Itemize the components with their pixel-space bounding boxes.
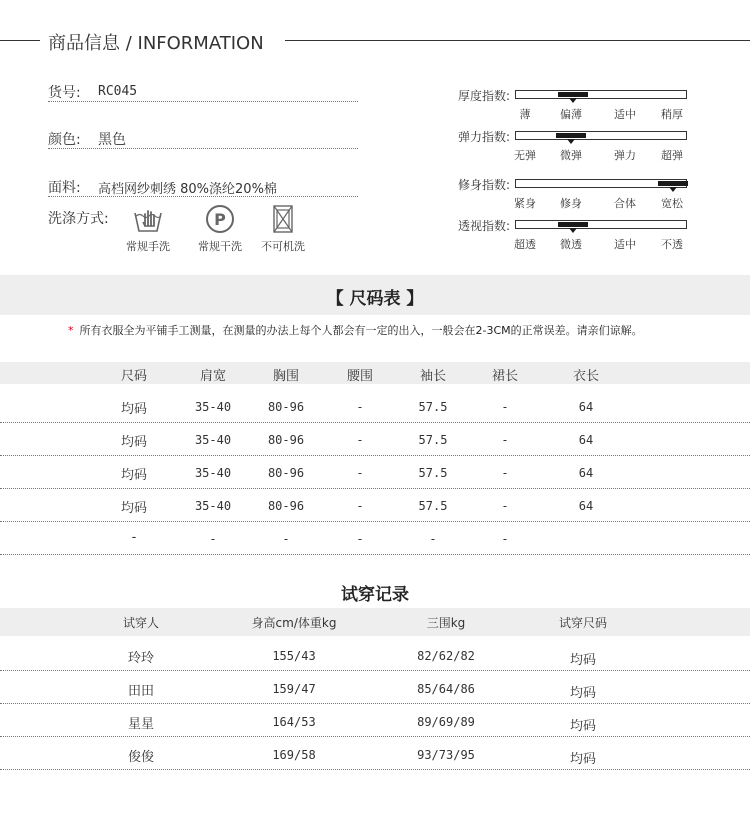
trial-table-header-band <box>0 608 750 636</box>
index-option: 不透 <box>661 238 683 251</box>
index-fill <box>658 181 688 186</box>
size-cell: - <box>356 400 364 414</box>
index-bar <box>515 131 687 140</box>
index-marker-icon <box>567 139 575 144</box>
row-divider <box>0 670 750 671</box>
trial-cell: 93/73/95 <box>417 748 475 762</box>
size-cell: 35-40 <box>194 466 232 480</box>
row-divider <box>0 488 750 489</box>
dry-clean-icon <box>205 204 235 234</box>
size-table-header-band <box>0 362 750 384</box>
trial-title: 试穿记录 <box>341 585 409 605</box>
size-cell: 均码 <box>120 468 148 483</box>
index-option: 适中 <box>614 108 636 121</box>
size-cell: 57.5 <box>418 433 448 447</box>
trial-col-header: 试穿人 <box>122 616 160 630</box>
trial-cell: 均码 <box>569 653 597 668</box>
size-cell: - <box>356 499 364 513</box>
page-title: 商品信息 / INFORMATION <box>48 33 264 54</box>
measure-note <box>68 322 643 338</box>
size-cell: 80-96 <box>267 400 305 414</box>
size-col-header: 胸围 <box>272 369 300 384</box>
index-option: 超透 <box>514 238 536 251</box>
size-cell: 57.5 <box>418 466 448 480</box>
trial-cell: 82/62/82 <box>417 649 475 663</box>
trial-cell: 玲玲 <box>127 651 155 666</box>
index-option: 宽松 <box>661 197 683 210</box>
trial-cell: 85/64/86 <box>417 682 475 696</box>
row-divider <box>0 521 750 522</box>
size-col-header: 衣长 <box>572 369 600 384</box>
size-cell: - <box>356 466 364 480</box>
index-option: 修身 <box>560 197 582 210</box>
size-cell: 57.5 <box>418 400 448 414</box>
size-cell: 35-40 <box>194 433 232 447</box>
hand-wash-icon <box>133 204 163 234</box>
row-divider <box>0 703 750 704</box>
size-cell: 64 <box>578 499 594 513</box>
trial-cell: 均码 <box>569 752 597 767</box>
no-machine-wash-icon <box>268 204 298 234</box>
trial-cell: 星星 <box>127 717 155 732</box>
size-cell: 64 <box>578 400 594 414</box>
row-divider <box>0 736 750 737</box>
size-cell: 80-96 <box>267 433 305 447</box>
trial-cell: 田田 <box>127 684 155 699</box>
index-option: 弹力 <box>614 149 636 162</box>
trial-col-header: 试穿尺码 <box>558 616 608 630</box>
size-col-header: 袖长 <box>419 369 447 384</box>
svg-text:P: P <box>214 210 226 229</box>
size-cell: - <box>356 532 364 546</box>
index-marker-icon <box>569 98 577 103</box>
trial-col-header: 三围kg <box>426 616 466 630</box>
size-col-header: 肩宽 <box>199 369 227 384</box>
item-no-divider <box>48 101 358 102</box>
trial-cell: 俊俊 <box>127 750 155 765</box>
trial-col-header: 身高cm/体重kg <box>251 616 337 630</box>
row-divider <box>0 455 750 456</box>
index-option: 无弹 <box>514 149 536 162</box>
size-cell: 35-40 <box>194 499 232 513</box>
index-option: 微弹 <box>560 149 582 162</box>
trial-cell: 均码 <box>569 719 597 734</box>
row-divider <box>0 554 750 555</box>
size-cell: - <box>131 530 137 545</box>
size-cell: 35-40 <box>194 400 232 414</box>
index-option: 适中 <box>614 238 636 251</box>
index-label: 透视指数: <box>458 219 511 233</box>
size-cell: - <box>501 433 509 447</box>
color-label: 颜色: <box>48 132 81 148</box>
trial-cell: 均码 <box>569 686 597 701</box>
trial-cell: 159/47 <box>272 682 316 696</box>
index-label: 厚度指数: <box>458 89 511 103</box>
trial-cell: 89/69/89 <box>417 715 475 729</box>
size-cell: 均码 <box>120 435 148 450</box>
size-cell: 64 <box>578 466 594 480</box>
row-divider <box>0 769 750 770</box>
note-asterisk: * <box>68 324 74 337</box>
wash-label: 洗涤方式: <box>48 211 109 227</box>
index-option: 微透 <box>560 238 582 251</box>
trial-cell: 155/43 <box>272 649 316 663</box>
fabric-label: 面料: <box>48 180 81 196</box>
size-cell: - <box>282 532 290 546</box>
index-fill <box>556 133 586 138</box>
size-col-header: 腰围 <box>346 369 374 384</box>
header-rule-left <box>0 40 40 41</box>
wash-caption-3: 不可机洗 <box>261 240 305 253</box>
trial-cell: 169/58 <box>272 748 316 762</box>
size-cell: 80-96 <box>267 466 305 480</box>
index-bar <box>515 179 687 188</box>
note-text: 所有衣服全为平铺手工测量，在测量的办法上每个人都会有一定的出入，一般会在2-3CM的正常误差。请亲们谅解。 <box>79 324 643 337</box>
index-option: 稍厚 <box>661 108 683 121</box>
size-cell: - <box>501 499 509 513</box>
size-cell: - <box>209 532 217 546</box>
trial-cell: 164/53 <box>272 715 316 729</box>
index-option: 紧身 <box>514 197 536 210</box>
index-option: 合体 <box>614 197 636 210</box>
size-cell: 64 <box>578 433 594 447</box>
index-option: 偏薄 <box>560 108 582 121</box>
color-value: 黑色 <box>98 132 126 148</box>
size-cell: 均码 <box>120 501 148 516</box>
item-no-value: RC045 <box>98 84 138 99</box>
index-bar <box>515 220 687 229</box>
index-marker-icon <box>669 187 677 192</box>
index-fill <box>558 222 588 227</box>
color-divider <box>48 148 358 149</box>
wash-caption-1: 常规手洗 <box>126 240 170 253</box>
size-cell: - <box>501 466 509 480</box>
size-cell: 均码 <box>120 402 148 417</box>
index-label: 修身指数: <box>458 178 511 192</box>
size-cell: 57.5 <box>418 499 448 513</box>
index-bar <box>515 90 687 99</box>
size-chart-title: 【 尺码表 】 <box>326 289 424 309</box>
size-cell: - <box>429 532 437 546</box>
size-cell: - <box>501 532 509 546</box>
index-marker-icon <box>569 228 577 233</box>
size-cell: - <box>356 433 364 447</box>
fabric-divider <box>48 196 358 197</box>
header-rule-right <box>285 40 750 41</box>
fabric-value: 高档网纱刺绣 80%涤纶20%棉 <box>98 182 277 197</box>
row-divider <box>0 422 750 423</box>
size-col-header: 裙长 <box>491 369 519 384</box>
size-col-header: 尺码 <box>120 369 148 384</box>
item-no-label: 货号: <box>48 85 81 101</box>
index-fill <box>558 92 588 97</box>
index-option: 薄 <box>519 108 531 121</box>
size-cell: 80-96 <box>267 499 305 513</box>
wash-caption-2: 常规干洗 <box>198 240 242 253</box>
index-label: 弹力指数: <box>458 130 511 144</box>
index-option: 超弹 <box>661 149 683 162</box>
size-cell: - <box>501 400 509 414</box>
